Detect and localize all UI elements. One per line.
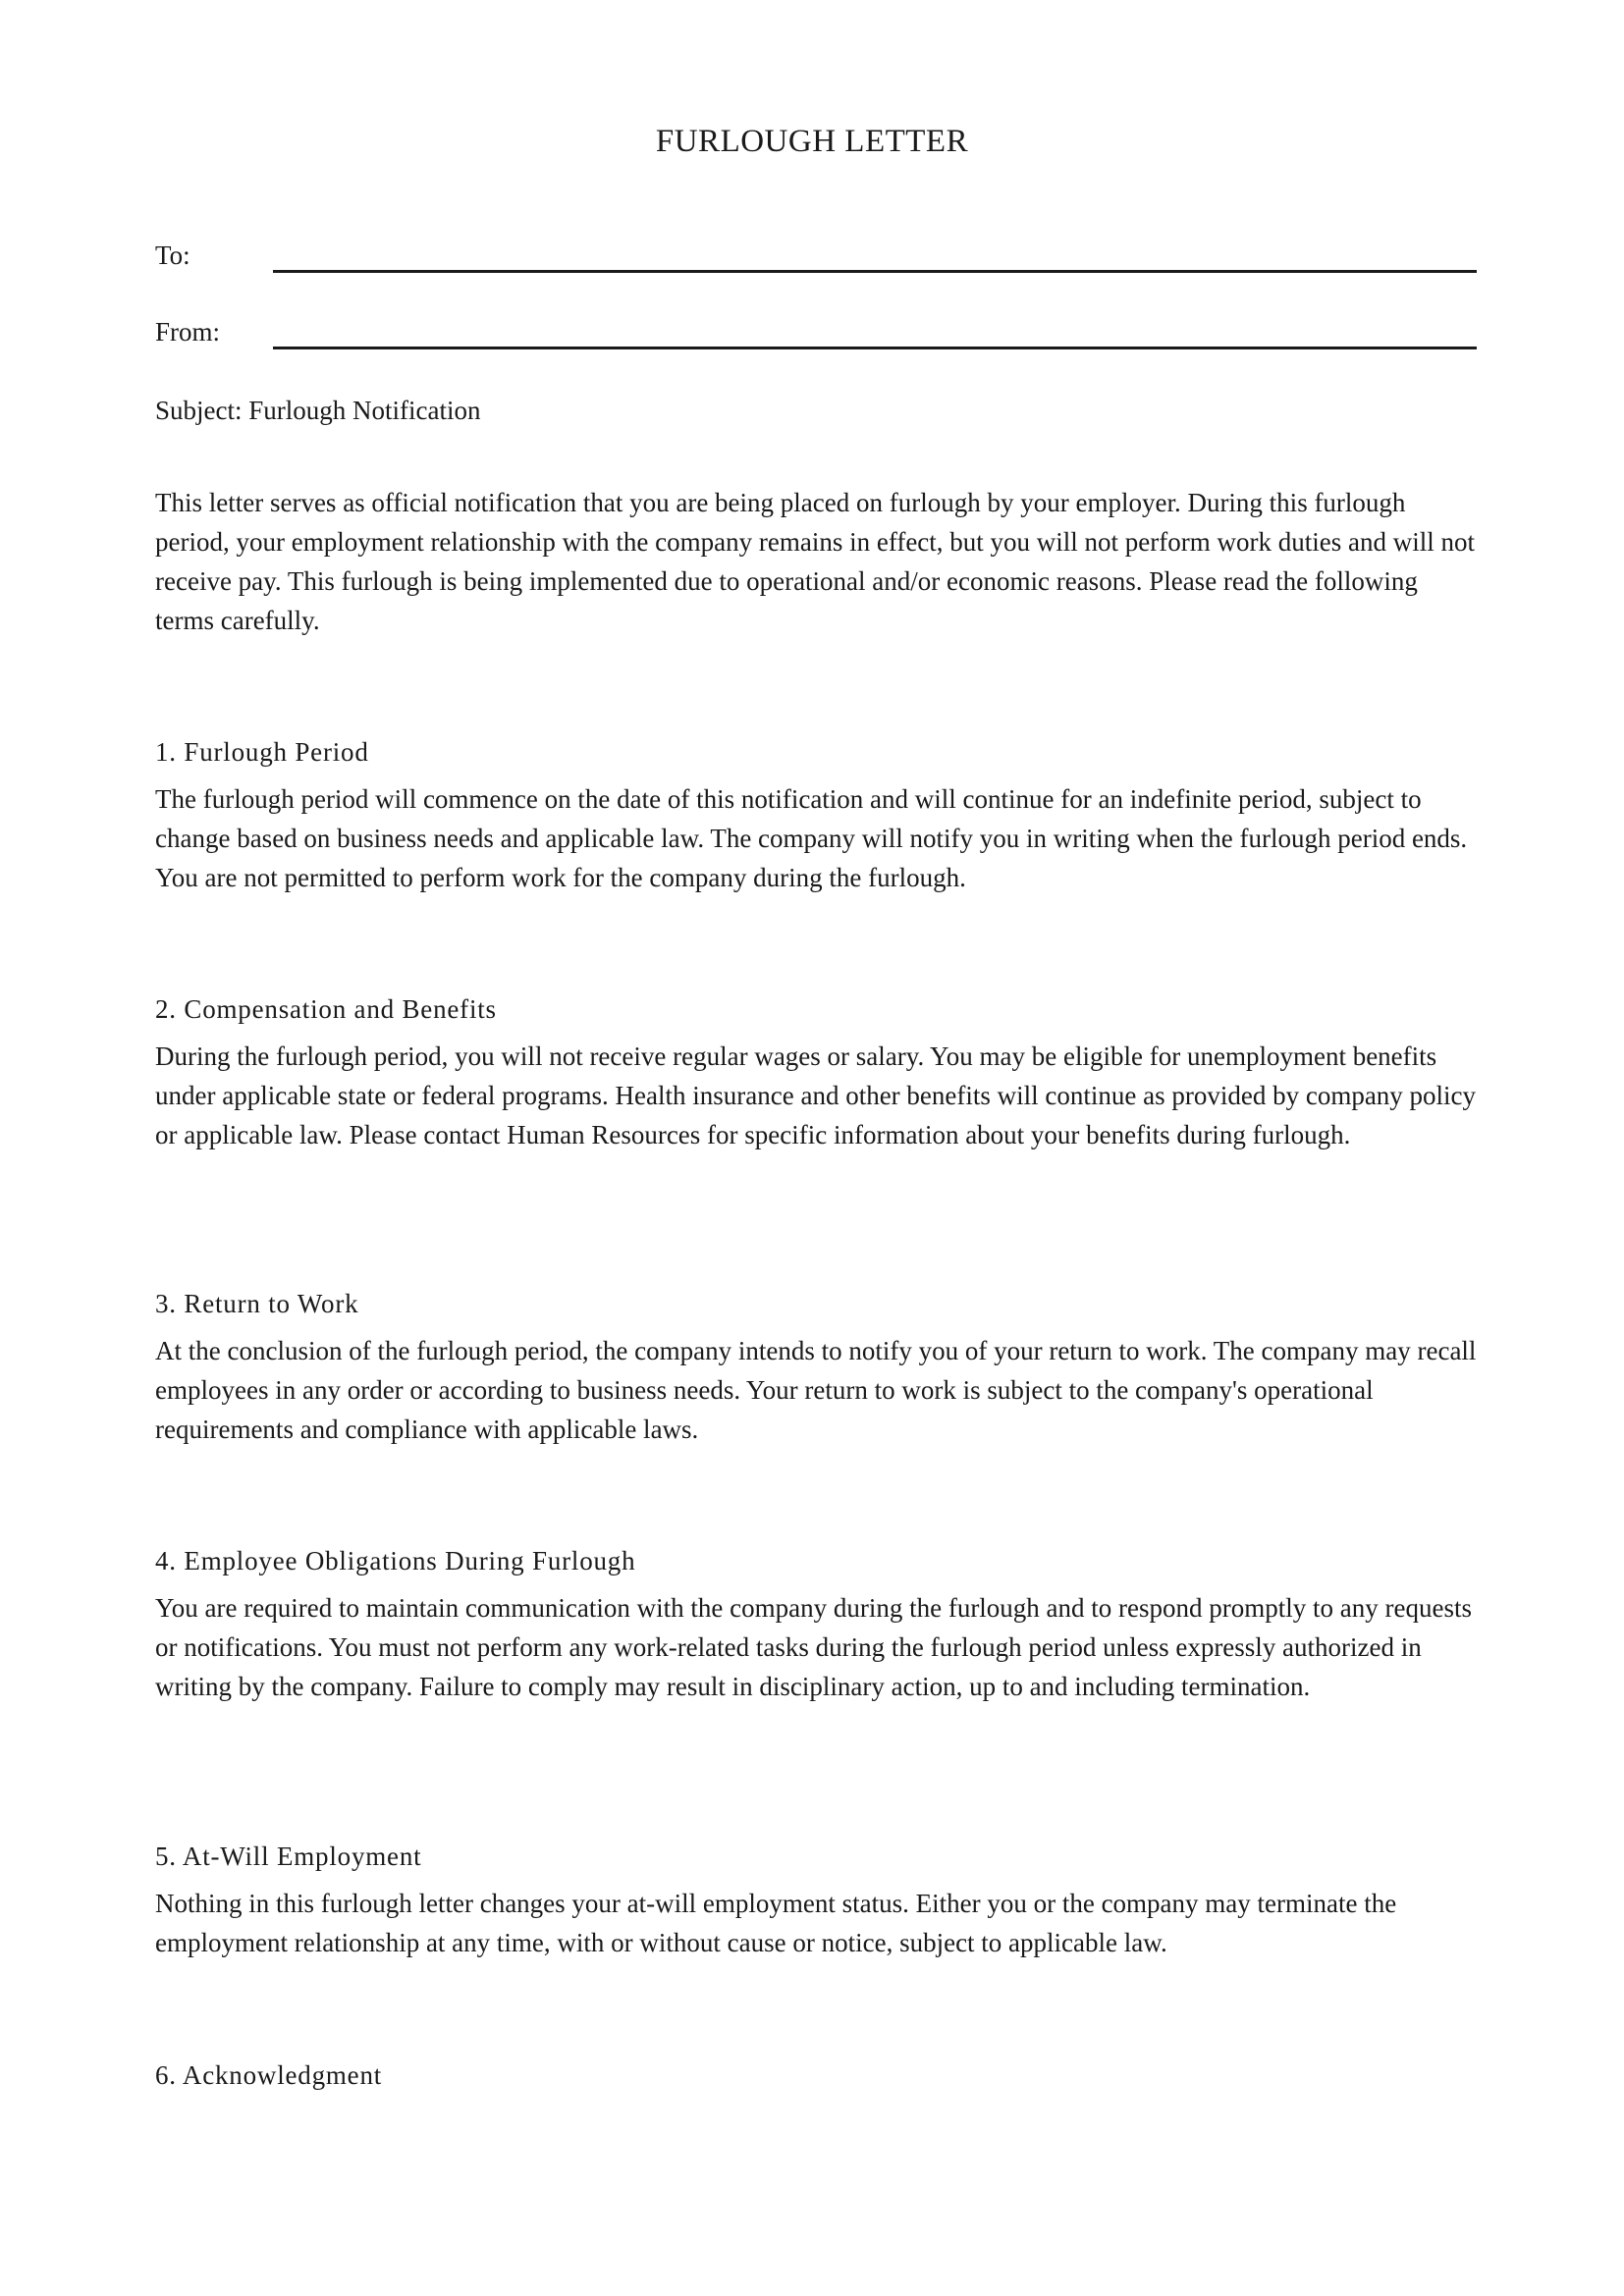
section-heading-employee-obligations: 4. Employee Obligations During Furlough [155, 1546, 636, 1575]
section-heading-acknowledgment: 6. Acknowledgment [155, 2060, 383, 2090]
section-heading-at-will-employment: 5. At-Will Employment [155, 1842, 422, 1871]
section-heading-compensation-benefits: 2. Compensation and Benefits [155, 994, 497, 1024]
section-body-compensation-benefits: During the furlough period, you will not receive regular wages or salary. You may be eligible for unemployment benefits under applicable state or federal programs. Health insurance and other benefits will continue as provided by company policy or applicable law. Please contact Human Resources for specific information about your benefits during furlough. [155, 1041, 1477, 1149]
from-blank-line[interactable] [273, 347, 1477, 349]
section-heading-return-to-work: 3. Return to Work [155, 1289, 359, 1318]
from-label: From: [155, 317, 221, 347]
to-field [155, 236, 1477, 275]
section-body-at-will-employment: Nothing in this furlough letter changes your at-will employment status. Either you or the company may terminate the employment relationship at any time, with or without cause or notice, subject to applicable law. [155, 1889, 1397, 1957]
section-heading-furlough-period: 1. Furlough Period [155, 737, 369, 767]
to-label: To: [155, 240, 190, 270]
intro-paragraph: This letter serves as official notification that you are being placed on furlough by your employer. During this furlough period, your employment relationship with the company remains in effect, but you will not perform work duties and will not receive pay. This furlough is being implemented due to operational and/or economic reasons. Please read the following terms carefully. [155, 488, 1475, 635]
document-title: FURLOUGH LETTER [655, 124, 969, 159]
to-blank-line[interactable] [273, 270, 1477, 273]
section-body-furlough-period: The furlough period will commence on the date of this notification and will continue for an indefinite period, subject to change based on business needs and applicable law. The company will notify you in writing when the furlough period ends. You are not permitted to perform work for the company during the furlough. [155, 784, 1468, 892]
from-field [155, 312, 1477, 351]
section-body-employee-obligations: You are required to maintain communication with the company during the furlough and to respond promptly to any requests or notifications. You must not perform any work-related tasks during the furlough period unless expressly authorized in writing by the company. Failure to comply may result in disciplinary action, up to and including termination. [155, 1593, 1472, 1701]
subject-line: Subject: Furlough Notification [155, 396, 481, 425]
section-body-return-to-work: At the conclusion of the furlough period, the company intends to notify you of your return to work. The company may recall employees in any order or according to business needs. Your return to work is subject to the company's operational requirements and compliance with applicable laws. [155, 1336, 1477, 1444]
